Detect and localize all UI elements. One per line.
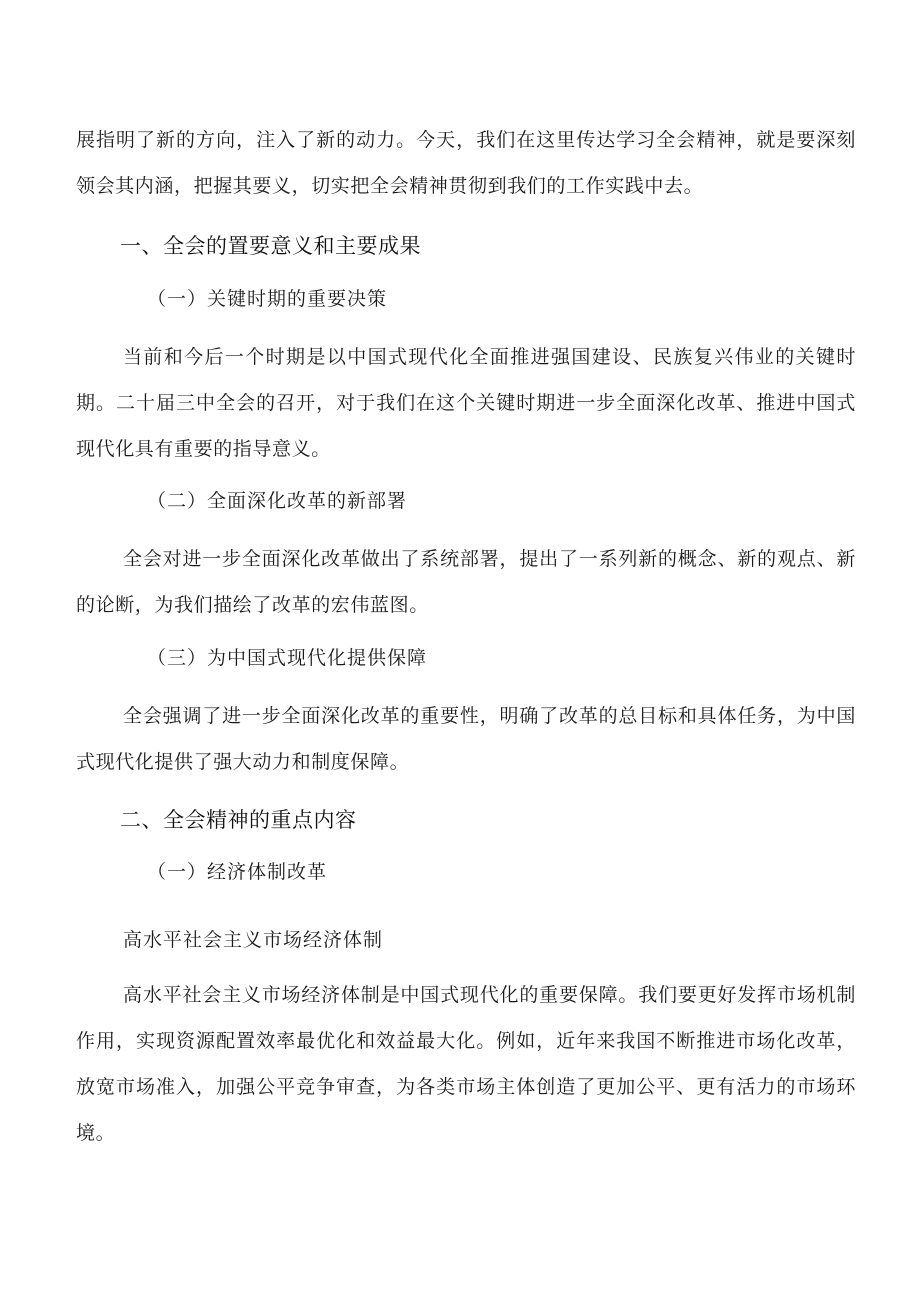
section1-sub3-heading: （三）为中国式现代化提供保障: [147, 647, 428, 669]
section1-sub2-heading: （二）全面深化改革的新部署: [147, 490, 408, 512]
section2-sub1-paragraph: 高水平社会主义市场经济体制是中国式现代化的重要保障。我们要更好发挥市场机制作用，实现资源配置效率最优化和效益最大化。例如，近年来我国不断推进市场化改革，放宽市场准入，加强公平竞争审查，为各类市场主体创造了更加公平、更有活力的市场环境。: [76, 984, 856, 1144]
section2-sub1-topic: 高水平社会主义市场经济体制: [123, 929, 384, 951]
section1-sub1-paragraph: 当前和今后一个时期是以中国式现代化全面推进强国建设、民族复兴伟业的关键时期。二十届三中全会的召开，对于我们在这个关键时期进一步全面深化改革、推进中国式现代化具有重要的指导意义。: [76, 346, 856, 460]
section1-heading: 一、全会的置要意义和主要成果: [120, 234, 421, 258]
section2-sub1-heading: （一）经济体制改革: [147, 861, 328, 883]
section1-sub3-paragraph: 全会强调了进一步全面深化改革的重要性，明确了改革的总目标和具体任务，为中国式现代化提供了强大动力和制度保障。: [76, 705, 856, 773]
section1-sub1-heading: （一）关键时期的重要决策: [147, 288, 388, 310]
section2-heading: 二、全会精神的重点内容: [120, 808, 357, 832]
section1-sub2-paragraph: 全会对进一步全面深化改革做出了系统部署，提出了一系列新的概念、新的观点、新的论断，为我们描绘了改革的宏伟蓝图。: [76, 548, 856, 616]
intro-paragraph: 展指明了新的方向，注入了新的动力。今天，我们在这里传达学习全会精神，就是要深刻领会其内涵，把握其要义，切实把全会精神贯彻到我们的工作实践中去。: [76, 129, 856, 197]
